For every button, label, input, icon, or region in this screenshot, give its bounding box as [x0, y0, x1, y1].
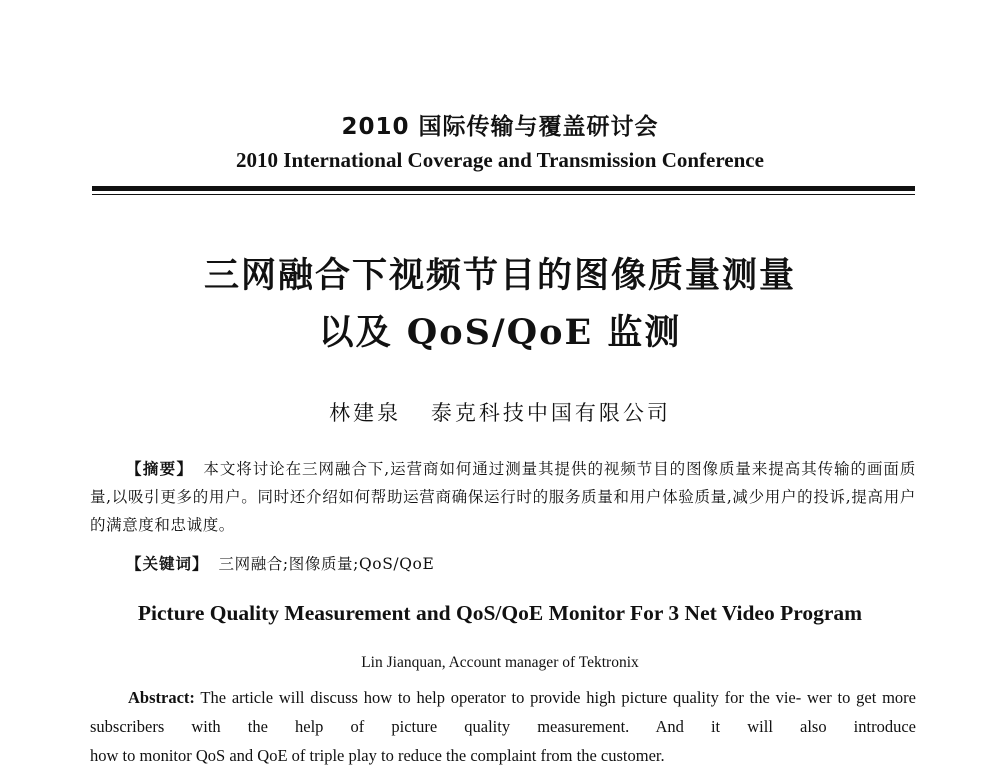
conference-title-cn: 2010 国际传输与覆盖研讨会: [341, 114, 659, 140]
author-affiliation-cn: 林建泉 泰克科技中国有限公司: [329, 401, 671, 425]
paper-title-line-2: 以及 QoS/QoE 监测: [318, 312, 682, 353]
keywords-label-cn: 【关键词】: [126, 555, 209, 573]
paper-title-line-1: 三网融合下视频节目的图像质量测量: [203, 256, 796, 296]
header-rule-thick: [92, 186, 915, 191]
abstract-text-cn: 本文将讨论在三网融合下,运营商如何通过测量其提供的视频节目的图像质量来提高其传输的画面质量,以吸引更多的用户。同时还介绍如何帮助运营商确保运行时的服务质量和用户体验质量,减少用户的投诉,提高用户的满意度和忠诚度。: [90, 460, 916, 534]
paper-title-en: Picture Quality Measurement and QoS/QoE Monitor For 3 Net Video Program: [137, 601, 863, 625]
keywords-text-cn: 三网融合;图像质量;QoS/QoE: [218, 555, 435, 573]
abstract-cn: [90, 455, 916, 539]
abstract-en-line-2: wer to get more subscribers with the help of picture quality measurement. And it will also introduce: [90, 688, 916, 736]
author-affiliation-en: Lin Jianquan, Account manager of Tektronix: [361, 654, 639, 671]
header-rule-thin: [92, 194, 915, 195]
keywords-cn: [126, 552, 434, 574]
conference-title-en: 2010 International Coverage and Transmission Conference: [236, 148, 764, 172]
abstract-en: [90, 683, 916, 770]
abstract-label-en: Abstract:: [128, 688, 195, 707]
abstract-label-cn: 【摘要】: [126, 460, 194, 478]
abstract-en-line-3: how to monitor QoS and QoE of triple play to reduce the complaint from the customer.: [90, 746, 665, 765]
abstract-en-line-1: The article will discuss how to help operator to provide high picture quality for the vie-: [200, 688, 802, 707]
